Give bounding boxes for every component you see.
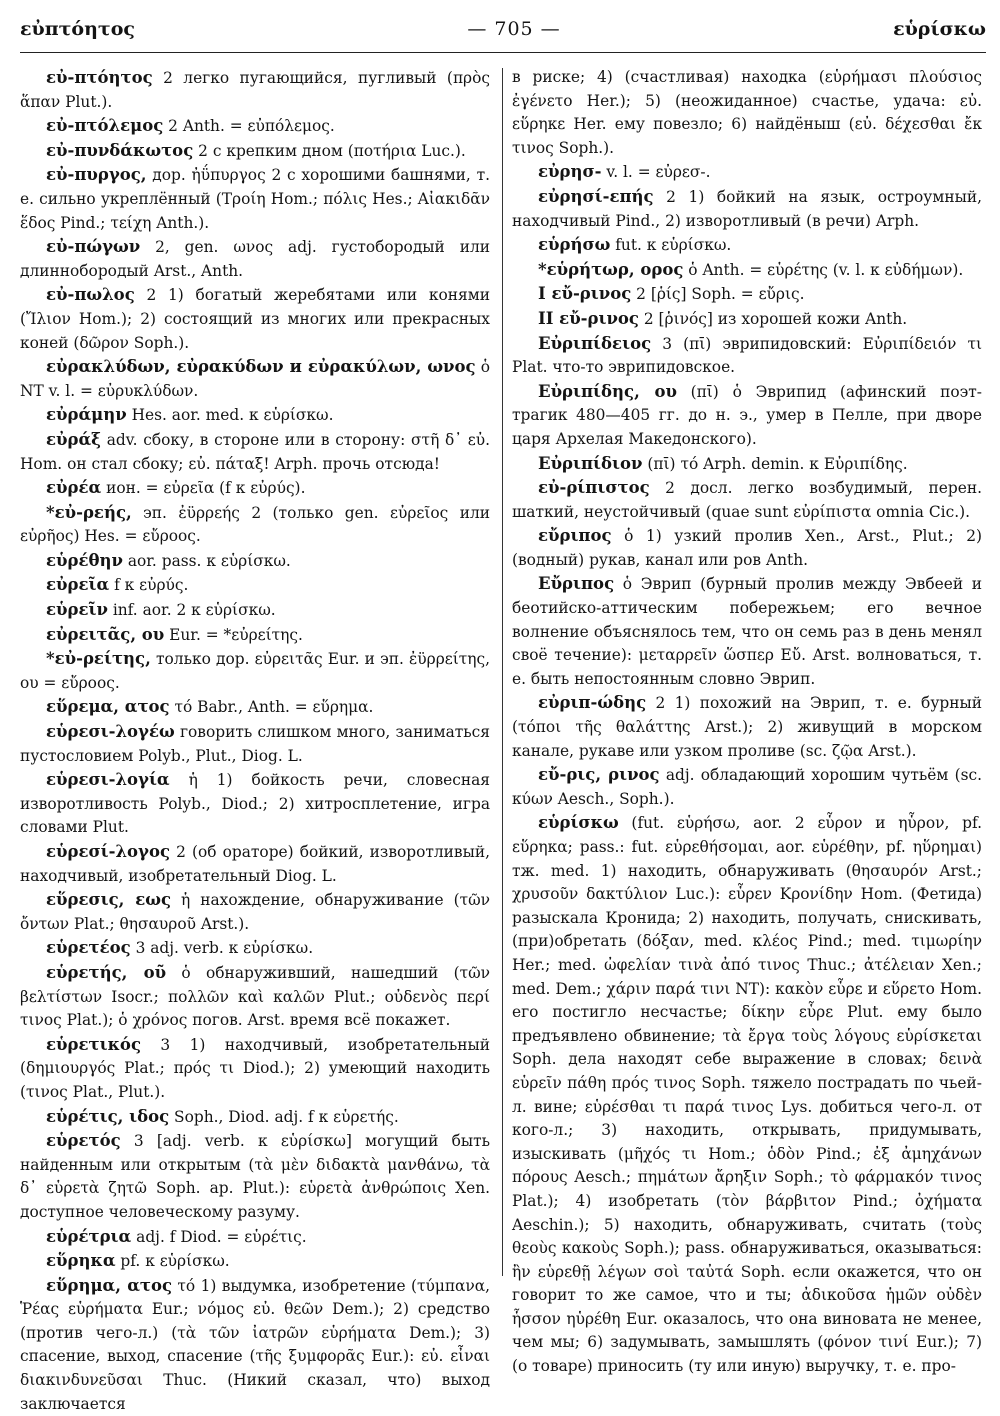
dictionary-entry xyxy=(20,647,490,695)
dictionary-entry xyxy=(20,66,490,114)
entry-definition: v. l. = εὐρεσ-. xyxy=(601,163,711,182)
entry-headword: εὑρήσω xyxy=(538,235,611,255)
entry-definition: ἡ нахождение, обнаруживание (τῶν ὄντων Plat.; θησαυροῦ Arst.). xyxy=(20,891,490,933)
entry-headword: Εὐριπίδιον xyxy=(538,453,643,473)
entry-definition: 2, gen. ωνος adj. густобородый или длиннобородый Arst., Anth. xyxy=(20,238,490,280)
entry-headword: *εὐ-ρείτης, xyxy=(46,649,151,669)
entry-definition: ион. = εὐρεῖα (f к εὐρύς). xyxy=(101,479,306,498)
dictionary-entry xyxy=(512,811,982,1378)
entry-headword: εὐ-ρίπιστος xyxy=(538,478,650,498)
entry-definition: f к εὐρύς. xyxy=(109,576,189,595)
entry-definition: говорить слишком много, заниматься пустословием Polyb., Plut., Diog. L. xyxy=(20,723,490,765)
left-column xyxy=(20,66,490,1413)
column-separator xyxy=(502,68,503,1276)
entry-definition: Soph., Diod. adj. f к εὑρετής. xyxy=(169,1107,399,1126)
dictionary-entry xyxy=(20,1129,490,1224)
dictionary-entry xyxy=(20,428,490,476)
entry-definition: ἡ 1) бойкость речи, словесная изворотливость Polyb., Diod.; 2) хитросплетение, игра словами Plut. xyxy=(20,771,490,837)
entry-headword: εὐ-πτόητος xyxy=(46,68,153,87)
dictionary-entry xyxy=(20,501,490,549)
dictionary-entry xyxy=(512,380,982,452)
dictionary-entry xyxy=(20,1033,490,1105)
entry-definition: 3 1) находчивый, изобретательный (δημιουργός Plat.; πρός τι Diod.); 2) умеющий находить (τινος Plat., Plut.). xyxy=(20,1035,490,1101)
dictionary-entry xyxy=(512,572,982,691)
entry-headword: *εὑρήτωρ, ορος xyxy=(538,259,684,279)
entry-definition: Eur. = *εὐρείτης. xyxy=(164,625,303,644)
entry-definition: 3 adj. verb. к εὑρίσκω. xyxy=(130,939,314,958)
dictionary-entry xyxy=(20,1225,490,1250)
entry-definition: fut. к εὑρίσκω. xyxy=(610,236,732,255)
dictionary-entry xyxy=(20,114,490,139)
dictionary-entry xyxy=(20,695,490,720)
entry-headword: Εὔριπος xyxy=(538,574,615,594)
dictionary-entry xyxy=(20,549,490,574)
dictionary-entry xyxy=(20,888,490,936)
entry-definition: 2 с крепким дном (ποτήρια Luc.). xyxy=(193,141,466,160)
entry-definition: aor. pass. к εὑρίσκω. xyxy=(122,551,291,570)
entry-definition: 2 легко пугающийся, пугливый (πρὸς ἅπαν Plut.). xyxy=(20,69,490,111)
entry-definition: adj. f Diod. = εὑρέτις. xyxy=(131,1227,307,1246)
dictionary-entry xyxy=(20,598,490,623)
entry-headword: εὑρεσι-λογέω xyxy=(46,722,175,742)
entry-definition: только дор. εὐρειτᾶς Eur. и эп. ἐϋρρείτης, ου = εὔροος. xyxy=(20,650,490,692)
dictionary-entry xyxy=(512,282,982,307)
entry-headword: εὑρέτρια xyxy=(46,1226,132,1246)
entry-headword: II εὔ-ρινος xyxy=(538,308,639,328)
dictionary-entry xyxy=(20,163,490,235)
dictionary-entry xyxy=(20,840,490,888)
dictionary-entry xyxy=(512,763,982,811)
entry-definition: τό 1) выдумка, изобретение (τύμπανα, Ῥέας εὑρήματα Eur.; νόμος εὐ. θεῶν Dem.); 2) средство (против чего-л.) (τὰ τῶν ἰατρῶν εὑρήματα Dem.); 3) спасение, выход, спасение (τῆς ξυμφορᾶς Eur.): εὐ. εἶναι διακινδυνεῦσαι Thuc. (Никий сказал, что) выход заключается xyxy=(20,1276,490,1413)
entry-definition: 2 [ῥινός] из хорошей кожи Anth. xyxy=(638,309,908,328)
page-header xyxy=(20,14,986,44)
entry-headword: εὐρέα xyxy=(46,478,102,498)
entry-headword: εὕρημα, ατος xyxy=(46,1275,173,1295)
dictionary-entry xyxy=(512,691,982,763)
entry-definition: Hes. aor. med. к εὑρίσκω. xyxy=(126,406,334,425)
entry-headword: εὑρετής, οῦ xyxy=(46,962,167,982)
entry-definition: τό Babr., Anth. = εὕρημα. xyxy=(169,698,374,717)
entry-headword: *εὐ-ρεής, xyxy=(46,502,132,522)
entry-definition: 2 [ῥίς] Soph. = εὔρις. xyxy=(631,285,805,304)
dictionary-entry xyxy=(20,573,490,598)
dictionary-entry xyxy=(512,524,982,572)
left-running-headword: εὐπτόητος xyxy=(20,18,135,40)
entry-headword: εὐράμην xyxy=(46,405,127,425)
entry-definition: ὁ Anth. = εὑρέτης (v. l. к εὐδήμων). xyxy=(683,260,964,279)
dictionary-entry xyxy=(512,160,982,185)
dictionary-entry xyxy=(20,936,490,961)
dictionary-entry xyxy=(20,1249,490,1274)
entry-headword: εὐριπ-ώδης xyxy=(538,693,647,713)
dictionary-entry xyxy=(20,235,490,283)
entry-definition: adv. сбоку, в стороне или в сторону: στῆ δ᾽ εὐ. Hom. он стал сбоку; εὐ. πάταξ! Arph. прочь отсюда! xyxy=(20,430,490,473)
dictionary-entry xyxy=(20,623,490,648)
entry-headword: εὐρησί-επής xyxy=(538,186,654,206)
dictionary-entry xyxy=(20,476,490,501)
entry-headword: εὐρησ- xyxy=(538,162,602,182)
entry-headword: εὑρεσι-λογία xyxy=(46,770,170,790)
entry-headword: εὕρεσις, εως xyxy=(46,890,172,910)
dictionary-entry xyxy=(20,139,490,164)
dictionary-entry xyxy=(20,355,490,403)
dictionary-entry xyxy=(20,1105,490,1130)
entry-headword: εὐ-πώγων xyxy=(46,237,141,257)
dictionary-entry xyxy=(20,403,490,428)
entry-headword: εὕρηκα xyxy=(46,1251,116,1271)
dictionary-entry xyxy=(512,452,982,477)
entry-definition: 2 1) бойкий на язык, остроумный, находчивый Pind., 2) изворотливый (в речи) Arph. xyxy=(512,187,982,230)
entry-headword: εὔ-ρις, ρινος xyxy=(538,765,660,785)
dictionary-entry xyxy=(20,961,490,1033)
entry-headword: Εὐριπίδειος xyxy=(538,333,652,353)
entry-headword: εὐρακλύδων, εὐρακύδων и εὐρακύλων, ωνος xyxy=(46,357,476,377)
entry-headword: εὐ-πωλος xyxy=(46,285,135,305)
dictionary-entry xyxy=(512,66,982,160)
entry-headword: εὐρεῖα xyxy=(46,575,110,595)
entry-headword: εὑρίσκω xyxy=(538,813,619,833)
entry-definition: (πῑ) τό Arph. demin. к Εὐριπίδης. xyxy=(642,454,908,473)
entry-headword: εὑρετέος xyxy=(46,938,131,958)
dictionary-entry xyxy=(20,720,490,768)
entry-headword: εὑρέτις, ιδος xyxy=(46,1106,170,1126)
entry-headword: εὑρετικός xyxy=(46,1034,141,1054)
entry-definition: pf. к εὑρίσκω. xyxy=(115,1252,230,1271)
dictionary-entry xyxy=(512,233,982,258)
entry-definition: дор. ἠΰπυργος 2 с хорошими башнями, т. е. сильно укреплённый (Τροίη Hom.; πόλις Hes.; Αἰακιδᾶν ἕδος Pind.; τείχη Anth.). xyxy=(20,166,490,232)
entry-headword: εὑρέθην xyxy=(46,550,123,570)
entry-headword: εὑρετός xyxy=(46,1131,121,1151)
entry-definition: ὁ обнаруживший, нашедший (τῶν βελτίστων Isocr.; πολλῶν καὶ καλῶν Plut.; οὐδενὸς περί τινος Plat.); ὁ χρόνος погов. Arst. время всё покажет. xyxy=(20,963,490,1030)
entry-headword: εὐρειτᾶς, ου xyxy=(46,624,165,644)
entry-headword: εὐ-πυνδάκωτος xyxy=(46,140,194,160)
entry-definition: (πῑ) ὁ Эврипид (афинский поэт-трагик 480—405 гг. до н. э., умер в Пелле, при дворе царя Архелая Македонского). xyxy=(512,382,982,448)
entry-headword: Εὐριπίδης, ου xyxy=(538,381,677,401)
entry-headword: εὐράξ xyxy=(46,429,101,449)
entry-definition: inf. aor. 2 к εὑρίσκω. xyxy=(107,601,276,620)
entry-headword: εὔριπος xyxy=(538,526,612,546)
entry-definition: (fut. εὑρήσω, aor. 2 εὗρον и ηὗρον, pf. εὕρηκα; pass.: fut. εὑρεθήσομαι, aor. εὑρέθην, pf. ηὕρημαι) тж. med. 1) находить, обнаруживать (θησαυρόν Arst.; χρυσοῦν δακτύλιον Luc.): εὗρεν Κρονίδην Hom. (Фетида) разыскала Кронида; 2) находить, получать, снискивать, (при)обретать (δόξαν, med. κλέος Pind.; med. τιμωρίην Her.; med. ὠφελίαν τινὰ ἀπό τινος Thuc.; ἀτέλειαν Xen.; med. Dem.; χάριν παρά τινι NT): κακὸν εὗρε и εὕρετο Hom. его постигло несчастье; δίκην εὗρε Plut. ему было предъявлено обвинение; τὰ ἔργα τοὺς λόγους εὑρίσκεται Soph. дела находят себе выражение в словах; δεινὰ εὑρεῖν πάθη πρός τινος Soph. тяжело пострадать по чьей-л. вине; εὑρέσθαι τι παρά τινος Lys. добиться чего-л. от кого-л.; 3) находить, открывать, придумывать, изыскивать (μῆχός τι Hom.; ὁδὸν Pind.; ἐξ ἀμηχάνων πόρους Aesch.; πημάτων ἄρηξιν Soph.; τὸ φάρμακόν τινος Plat.); 4) изобретать (τὸν βάρβιτον Pind.; ὀχήματα Aeschin.); 5) находить, обнаруживать, считать (τοὺς θεοὺς κακοὺς Soph.); pass. обнаруживаться, оказываться: ἢν εὑρεθῇ λέγων σοὶ ταὐτά Soph. если окажется, что он говорит то же самое, что и ты; ἀδικοῦσα ἡμῶν οὐδὲν ἧσσον ηὑρέθη Eur. оказалось, что она виновата не менее, чем мы; 6) задумывать, замышлять (φόνον τινί Eur.); 7) (о товаре) приносить (ту или иную) выручку, т. е. про- xyxy=(512,814,982,1376)
dictionary-entry xyxy=(512,476,982,524)
entry-definition: 3 [adj. verb. к εὑρίσκω] могущий быть найденным или открытым (τὰ μὲν διδακτὰ μανθάνω, τὰ δ᾽ εὑρετὰ ζητῶ Soph. ap. Plut.): εὑρετὰ ἀνθρώποις Xen. доступное человеческому разуму. xyxy=(20,1132,490,1221)
entry-headword: I εὔ-ρινος xyxy=(538,284,632,304)
dictionary-entry xyxy=(20,768,490,840)
right-running-headword: εὑρίσκω xyxy=(893,18,986,40)
entry-headword: εὐ-πυργος, xyxy=(46,165,147,185)
entry-definition: 2 1) похожий на Эврип, т. е. бурный (τόποι τῆς θαλάττης Arst.); 2) живущий в морском канале, рукаве или узком проливе (sc. ζῷα Arst.). xyxy=(512,694,982,760)
dictionary-entry xyxy=(512,258,982,283)
header-rule xyxy=(20,52,986,53)
dictionary-entry xyxy=(512,332,982,380)
dictionary-entry xyxy=(512,307,982,332)
entry-definition: в риске; 4) (счастливая) находка (εὑρήμασι πλούσιος ἐγένετο Her.); 5) (неожиданное) счастье, удача: εὐ. εὕρηκε Her. ему повезло; 6) найдёныш (εὐ. δέχεσθαι ἔκ τινος Soph.). xyxy=(512,68,982,157)
entry-headword: εὐ-πτόλεμος xyxy=(46,116,164,136)
entry-definition: ὁ Эврип (бурный пролив между Эвбеей и беотийско-аттическим побережьем; его вечное волнение объяснялось тем, что он семь раз в день менял своё течение): μεταρρεῖν ὥσπερ Εὔ. Arst. волноваться, т. е. быть непостоянным словно Эврип. xyxy=(512,575,982,688)
entry-definition: ὁ NT v. l. = εὐρυκλύδων. xyxy=(20,358,490,400)
entry-definition: 2 Anth. = εὐπόλεμος. xyxy=(163,117,335,136)
entry-headword: εὕρεμα, ατος xyxy=(46,697,170,717)
entry-definition: 2 1) богатый жеребятами или конями (Ἴλιον Hom.); 2) состоящий из многих или прекрасных коней (δῶρον Soph.). xyxy=(20,286,490,352)
entry-definition: 3 (πῑ) эврипидовский: Εὐριπίδειόν τι Plat. что-то эврипидовское. xyxy=(512,334,982,377)
right-column xyxy=(512,66,982,1376)
entry-headword: εὑρεῖν xyxy=(46,600,108,620)
entry-definition: 2 досл. легко возбудимый, перен. шаткий, неустойчивый (quae sunt εὐρίπιστα omnia Cic.). xyxy=(512,479,982,521)
entry-headword: εὑρεσί-λογος xyxy=(46,842,170,861)
entry-definition: 2 (об ораторе) бойкий, изворотливый, находчивый, изобретательный Diog. L. xyxy=(20,843,490,885)
dictionary-entry xyxy=(20,1274,490,1416)
entry-definition: эп. ἐϋρρεής 2 (только gen. εὐρεῖος или εὐρῆος) Hes. = εὔροος. xyxy=(20,503,490,546)
entry-definition: adj. обладающий хорошим чутьём (sc. κύων Aesch., Soph.). xyxy=(512,766,982,808)
entry-definition: ὁ 1) узкий пролив Xen., Arst., Plut.; 2) (водный) рукав, канал или ров Anth. xyxy=(512,527,982,569)
dictionary-entry xyxy=(20,283,490,355)
page-number: — 705 — xyxy=(467,18,561,40)
dictionary-entry xyxy=(512,185,982,233)
